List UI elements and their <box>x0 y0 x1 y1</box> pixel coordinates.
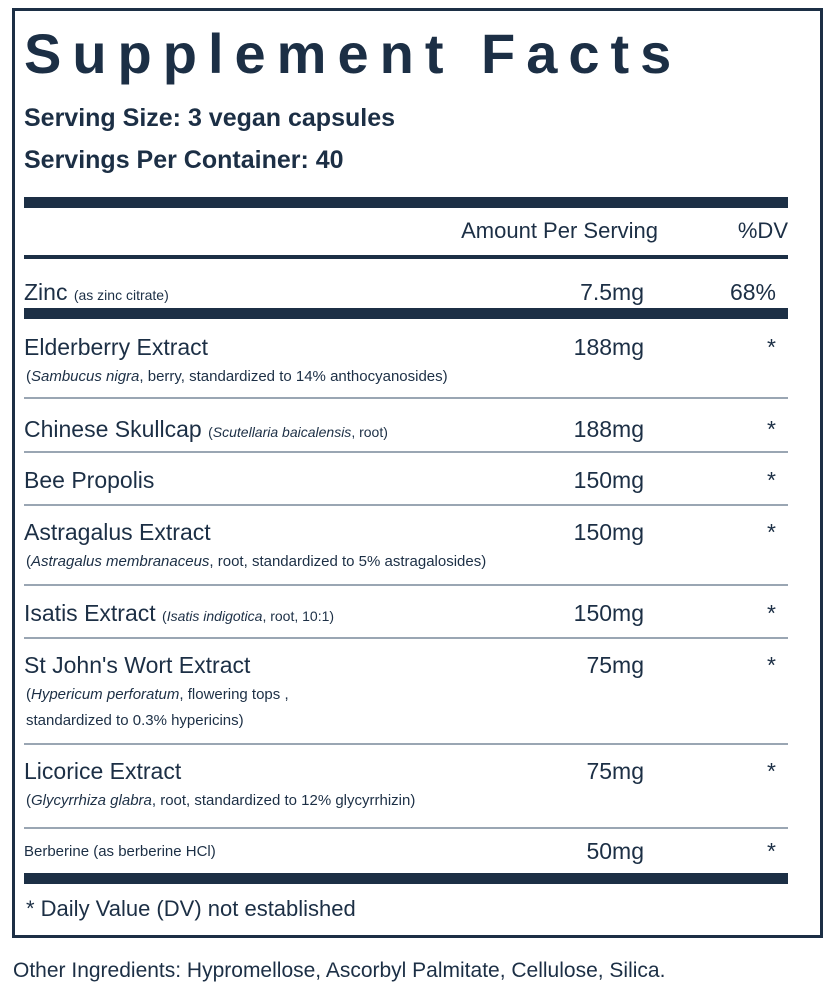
serving-size: Serving Size: 3 vegan capsules <box>24 104 395 132</box>
ingredient-detail-astragalus: (Astragalus membranaceus, root, standardized to 5% astragalosides) <box>26 553 487 570</box>
ingredient-name-elderberry: Elderberry Extract <box>24 334 209 360</box>
divider-thin <box>24 584 788 586</box>
ingredient-name-zinc: Zinc (as zinc citrate) <box>24 279 169 305</box>
ingredient-amount: 150mg <box>573 600 644 626</box>
panel-title: Supplement Facts <box>24 22 683 85</box>
ingredient-amount: 188mg <box>573 416 644 442</box>
ingredient-detail-st-johns-wort-line2: standardized to 0.3% hypericins) <box>26 712 244 729</box>
ingredient-amount: 150mg <box>573 467 644 493</box>
ingredient-amount: 50mg <box>586 838 644 864</box>
ingredient-name-isatis: Isatis Extract (Isatis indigotica, root, 10:1) <box>24 600 335 626</box>
ingredient-detail-elderberry: (Sambucus nigra, berry, standardized to 14% anthocyanosides) <box>26 368 448 385</box>
ingredient-name-astragalus: Astragalus Extract <box>24 519 211 545</box>
divider-thick <box>24 197 788 208</box>
other-ingredients: Other Ingredients: Hypromellose, Ascorbyl Palmitate, Cellulose, Silica. <box>13 959 666 982</box>
footnote: * Daily Value (DV) not established <box>26 896 356 921</box>
ingredient-name-berberine: Berberine (as berberine HCl) <box>24 843 216 860</box>
dv-header: %DV <box>737 218 788 243</box>
ingredient-name-skullcap: Chinese Skullcap (Scutellaria baicalensis, root) <box>24 416 388 442</box>
ingredient-name-st-johns-wort: St John's Wort Extract <box>24 652 251 678</box>
divider-header <box>24 255 788 259</box>
ingredient-dv: 68% <box>729 279 776 305</box>
ingredient-dv: * <box>767 416 776 442</box>
divider-thin <box>24 397 788 399</box>
servings-per-container: Servings Per Container: 40 <box>24 146 344 174</box>
ingredient-amount: 75mg <box>586 758 644 784</box>
divider-thin <box>24 827 788 829</box>
divider-thick <box>24 873 788 884</box>
ingredient-amount: 7.5mg <box>580 279 644 305</box>
ingredient-dv: * <box>767 758 776 784</box>
amount-header: Amount Per Serving <box>461 218 658 243</box>
ingredient-dv: * <box>767 600 776 626</box>
ingredient-amount: 75mg <box>586 652 644 678</box>
ingredient-amount: 188mg <box>573 334 644 360</box>
divider-thin <box>24 637 788 639</box>
divider-thin <box>24 504 788 506</box>
ingredient-dv: * <box>767 652 776 678</box>
ingredient-dv: * <box>767 519 776 545</box>
ingredient-detail-licorice: (Glycyrrhiza glabra, root, standardized to 12% glycyrrhizin) <box>26 792 416 809</box>
divider-thin <box>24 451 788 453</box>
divider-thick <box>24 308 788 319</box>
ingredient-dv: * <box>767 334 776 360</box>
ingredient-dv: * <box>767 467 776 493</box>
ingredient-name-propolis: Bee Propolis <box>24 467 155 493</box>
ingredient-amount: 150mg <box>573 519 644 545</box>
ingredient-detail-st-johns-wort: (Hypericum perforatum, flowering tops , <box>26 686 289 703</box>
ingredient-dv: * <box>767 838 776 864</box>
divider-thin <box>24 743 788 745</box>
ingredient-name-licorice: Licorice Extract <box>24 758 182 784</box>
